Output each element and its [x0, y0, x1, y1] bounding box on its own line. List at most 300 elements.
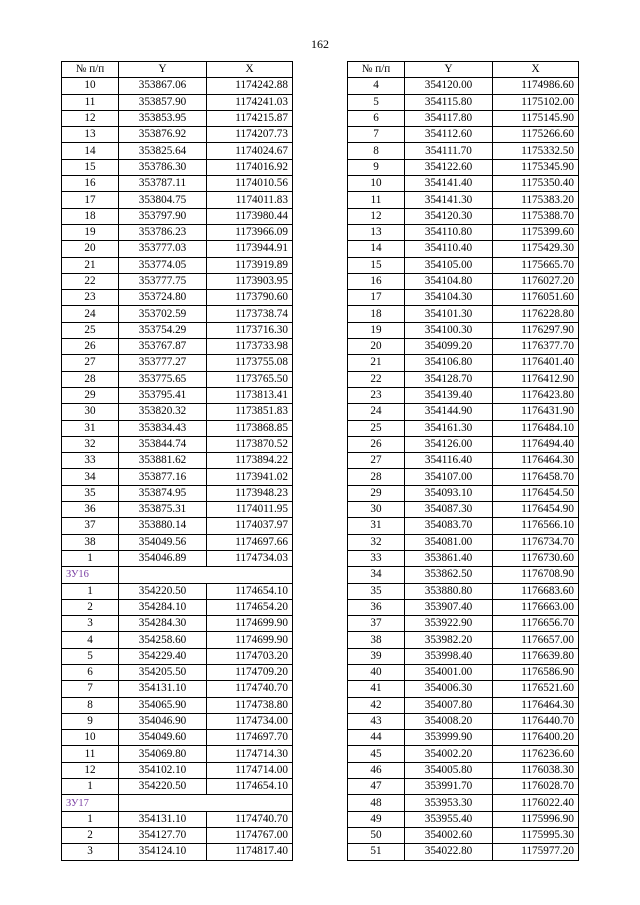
x-coordinate-cell: 1176297.90	[493, 322, 579, 338]
x-coordinate-cell: 1175332.50	[493, 143, 579, 159]
table-body-left	[62, 78, 293, 860]
x-coordinate-cell: 1176586.90	[493, 664, 579, 680]
x-coordinate-cell: 1174767.00	[207, 827, 293, 843]
point-number-cell: 11	[348, 192, 405, 208]
x-coordinate-cell: 1174242.88	[207, 78, 293, 94]
table-row	[62, 811, 293, 827]
point-number-cell: 17	[348, 290, 405, 306]
y-coordinate-cell: 353754.29	[119, 322, 207, 338]
x-coordinate-cell: 1173765.50	[207, 371, 293, 387]
x-coordinate-cell: 1173738.74	[207, 306, 293, 322]
y-coordinate-cell: 354141.40	[405, 176, 493, 192]
point-number-cell: 26	[348, 436, 405, 452]
x-coordinate-cell: 1175429.30	[493, 241, 579, 257]
x-coordinate-cell: 1175102.00	[493, 94, 579, 110]
table-row	[62, 502, 293, 518]
y-coordinate-cell: 353877.16	[119, 469, 207, 485]
point-number-cell: 26	[62, 339, 119, 355]
y-coordinate-cell: 354006.30	[405, 681, 493, 697]
table-row	[348, 371, 579, 387]
x-coordinate-cell: 1175388.70	[493, 208, 579, 224]
point-number-cell: 32	[62, 436, 119, 452]
point-number-cell: 5	[62, 648, 119, 664]
table-row	[62, 518, 293, 534]
x-coordinate-cell: 1176656.70	[493, 616, 579, 632]
section-row	[62, 567, 293, 583]
point-number-cell: 37	[348, 616, 405, 632]
y-coordinate-cell: 354001.00	[405, 664, 493, 680]
y-coordinate-cell: 354220.50	[119, 583, 207, 599]
point-number-cell: 35	[62, 485, 119, 501]
table-row	[348, 94, 579, 110]
point-number-cell: 34	[348, 567, 405, 583]
point-number-cell: 12	[348, 208, 405, 224]
x-coordinate-cell: 1174986.60	[493, 78, 579, 94]
y-coordinate-cell: 353862.50	[405, 567, 493, 583]
point-number-cell: 40	[348, 664, 405, 680]
x-coordinate-cell: 1176038.30	[493, 762, 579, 778]
y-coordinate-cell: 354120.00	[405, 78, 493, 94]
table-row	[348, 616, 579, 632]
table-row	[62, 762, 293, 778]
table-row	[348, 78, 579, 94]
point-number-cell: 36	[348, 599, 405, 615]
y-coordinate-cell: 353825.64	[119, 143, 207, 159]
table-row	[62, 224, 293, 240]
table-row	[348, 827, 579, 843]
x-coordinate-cell: 1174011.95	[207, 502, 293, 518]
y-coordinate-cell: 354049.56	[119, 534, 207, 550]
y-coordinate-cell: 353795.41	[119, 387, 207, 403]
y-coordinate-cell: 354106.80	[405, 355, 493, 371]
table-row	[348, 534, 579, 550]
x-coordinate-cell: 1173870.52	[207, 436, 293, 452]
point-number-cell: 41	[348, 681, 405, 697]
table-row	[348, 730, 579, 746]
table-row	[348, 436, 579, 452]
x-coordinate-cell: 1174654.10	[207, 779, 293, 795]
y-coordinate-cell: 354099.20	[405, 339, 493, 355]
point-number-cell: 15	[348, 257, 405, 273]
table-row	[348, 241, 579, 257]
table-row	[62, 534, 293, 550]
y-coordinate-cell: 353724.80	[119, 290, 207, 306]
point-number-cell: 8	[348, 143, 405, 159]
x-coordinate-cell: 1176454.90	[493, 502, 579, 518]
table-row	[348, 339, 579, 355]
table-row	[62, 746, 293, 762]
point-number-cell: 49	[348, 811, 405, 827]
x-coordinate-cell: 1176458.70	[493, 469, 579, 485]
section-empty-cell	[119, 567, 293, 583]
y-coordinate-cell: 354258.60	[119, 632, 207, 648]
point-number-cell: 42	[348, 697, 405, 713]
point-number-cell: 8	[62, 697, 119, 713]
x-coordinate-cell: 1173903.95	[207, 273, 293, 289]
x-coordinate-cell: 1173851.83	[207, 404, 293, 420]
point-number-cell: 46	[348, 762, 405, 778]
table-header-row	[348, 62, 579, 78]
y-coordinate-cell: 353767.87	[119, 339, 207, 355]
table-row	[348, 110, 579, 126]
x-coordinate-cell: 1176683.60	[493, 583, 579, 599]
x-coordinate-cell: 1174037.97	[207, 518, 293, 534]
table-row	[62, 697, 293, 713]
point-number-cell: 33	[62, 453, 119, 469]
x-coordinate-cell: 1174738.80	[207, 697, 293, 713]
section-row	[62, 795, 293, 811]
x-coordinate-cell: 1176400.20	[493, 730, 579, 746]
table-row	[348, 387, 579, 403]
table-row	[62, 241, 293, 257]
point-number-cell: 14	[62, 143, 119, 159]
y-coordinate-cell: 353786.23	[119, 224, 207, 240]
table-row	[62, 322, 293, 338]
x-coordinate-cell: 1176663.00	[493, 599, 579, 615]
y-coordinate-cell: 354110.40	[405, 241, 493, 257]
point-number-cell: 1	[62, 811, 119, 827]
x-coordinate-cell: 1174734.00	[207, 713, 293, 729]
y-coordinate-cell: 354112.60	[405, 127, 493, 143]
y-coordinate-cell: 354110.80	[405, 224, 493, 240]
point-number-cell: 12	[62, 762, 119, 778]
table-row	[62, 192, 293, 208]
point-number-cell: 27	[62, 355, 119, 371]
x-coordinate-cell: 1173790.60	[207, 290, 293, 306]
table-row	[62, 469, 293, 485]
table-row	[62, 844, 293, 860]
y-coordinate-cell: 354087.30	[405, 502, 493, 518]
point-number-cell: 17	[62, 192, 119, 208]
table-row	[62, 257, 293, 273]
point-number-cell: 36	[62, 502, 119, 518]
table-row	[348, 224, 579, 240]
point-number-cell: 7	[348, 127, 405, 143]
point-number-cell: 16	[62, 176, 119, 192]
point-number-cell: 44	[348, 730, 405, 746]
y-coordinate-cell: 354127.70	[119, 827, 207, 843]
table-row	[348, 420, 579, 436]
x-coordinate-cell: 1174740.70	[207, 681, 293, 697]
table-row	[348, 632, 579, 648]
point-number-cell: 1	[62, 550, 119, 566]
table-row	[348, 779, 579, 795]
point-number-cell: 11	[62, 94, 119, 110]
table-row	[62, 713, 293, 729]
x-coordinate-cell: 1175345.90	[493, 159, 579, 175]
x-coordinate-cell: 1176228.80	[493, 306, 579, 322]
table-row	[348, 518, 579, 534]
table-row	[62, 779, 293, 795]
y-coordinate-cell: 354002.60	[405, 827, 493, 843]
table-row	[348, 681, 579, 697]
x-coordinate-cell: 1173733.98	[207, 339, 293, 355]
point-number-cell: 10	[348, 176, 405, 192]
point-number-cell: 25	[348, 420, 405, 436]
y-coordinate-cell: 353991.70	[405, 779, 493, 795]
y-coordinate-cell: 354093.10	[405, 485, 493, 501]
y-coordinate-cell: 353881.62	[119, 453, 207, 469]
x-coordinate-cell: 1176639.80	[493, 648, 579, 664]
y-coordinate-cell: 353777.75	[119, 273, 207, 289]
x-coordinate-cell: 1173966.09	[207, 224, 293, 240]
y-coordinate-cell: 354205.50	[119, 664, 207, 680]
y-coordinate-cell: 354131.10	[119, 811, 207, 827]
y-coordinate-cell: 353875.31	[119, 502, 207, 518]
x-coordinate-cell: 1173919.89	[207, 257, 293, 273]
point-number-cell: 47	[348, 779, 405, 795]
point-number-cell: 20	[62, 241, 119, 257]
table-row	[62, 94, 293, 110]
table-row	[62, 127, 293, 143]
x-coordinate-cell: 1176566.10	[493, 518, 579, 534]
table-row	[62, 583, 293, 599]
table-row	[348, 795, 579, 811]
y-coordinate-cell: 353982.20	[405, 632, 493, 648]
point-number-cell: 43	[348, 713, 405, 729]
y-coordinate-cell: 354126.00	[405, 436, 493, 452]
x-coordinate-cell: 1176027.20	[493, 273, 579, 289]
point-number-cell: 51	[348, 844, 405, 860]
y-coordinate-cell: 353774.05	[119, 257, 207, 273]
x-coordinate-cell: 1176464.30	[493, 453, 579, 469]
point-number-cell: 1	[62, 583, 119, 599]
x-coordinate-cell: 1176412.90	[493, 371, 579, 387]
point-number-cell: 22	[62, 273, 119, 289]
x-coordinate-cell: 1174016.92	[207, 159, 293, 175]
table-row	[348, 811, 579, 827]
x-coordinate-cell: 1176730.60	[493, 550, 579, 566]
table-row	[62, 485, 293, 501]
x-coordinate-cell: 1176377.70	[493, 339, 579, 355]
y-coordinate-cell: 354131.10	[119, 681, 207, 697]
x-coordinate-cell: 1173948.23	[207, 485, 293, 501]
point-number-cell: 11	[62, 746, 119, 762]
table-header-row	[62, 62, 293, 78]
section-empty-cell	[119, 795, 293, 811]
x-coordinate-cell: 1173755.08	[207, 355, 293, 371]
point-number-cell: 38	[62, 534, 119, 550]
table-row	[348, 599, 579, 615]
y-coordinate-cell: 354046.90	[119, 713, 207, 729]
point-number-cell: 34	[62, 469, 119, 485]
table-row	[62, 176, 293, 192]
table-row	[348, 159, 579, 175]
point-number-cell: 16	[348, 273, 405, 289]
y-coordinate-cell: 354083.70	[405, 518, 493, 534]
y-coordinate-cell: 354105.00	[405, 257, 493, 273]
y-coordinate-cell: 354022.80	[405, 844, 493, 860]
point-number-cell: 18	[348, 306, 405, 322]
table-row	[62, 143, 293, 159]
x-coordinate-cell: 1173941.02	[207, 469, 293, 485]
point-number-cell: 30	[62, 404, 119, 420]
table-row	[62, 290, 293, 306]
y-coordinate-cell: 354120.30	[405, 208, 493, 224]
table-row	[62, 159, 293, 175]
table-row	[348, 713, 579, 729]
table-row	[348, 322, 579, 338]
y-coordinate-cell: 353786.30	[119, 159, 207, 175]
point-number-cell: 23	[348, 387, 405, 403]
table-row	[62, 306, 293, 322]
x-coordinate-cell: 1173813.41	[207, 387, 293, 403]
y-coordinate-cell: 353797.90	[119, 208, 207, 224]
y-coordinate-cell: 354115.80	[405, 94, 493, 110]
y-coordinate-cell: 354049.60	[119, 730, 207, 746]
point-number-cell: 21	[348, 355, 405, 371]
point-number-cell: 35	[348, 583, 405, 599]
point-number-cell: 4	[62, 632, 119, 648]
y-coordinate-cell: 354220.50	[119, 779, 207, 795]
point-number-cell: 48	[348, 795, 405, 811]
x-coordinate-cell: 1174699.90	[207, 632, 293, 648]
x-coordinate-cell: 1176440.70	[493, 713, 579, 729]
x-coordinate-cell: 1174697.70	[207, 730, 293, 746]
table-row	[62, 648, 293, 664]
table-row	[348, 502, 579, 518]
x-coordinate-cell: 1176022.40	[493, 795, 579, 811]
table-row	[348, 404, 579, 420]
y-coordinate-cell: 353853.95	[119, 110, 207, 126]
y-coordinate-cell: 354104.80	[405, 273, 493, 289]
table-row	[348, 355, 579, 371]
x-coordinate-cell: 1173894.22	[207, 453, 293, 469]
y-coordinate-cell: 354161.30	[405, 420, 493, 436]
point-number-cell: 37	[62, 518, 119, 534]
point-number-cell: 3	[62, 616, 119, 632]
table-row	[348, 143, 579, 159]
x-coordinate-cell: 1174740.70	[207, 811, 293, 827]
x-coordinate-cell: 1174654.10	[207, 583, 293, 599]
point-number-cell: 10	[62, 78, 119, 94]
y-coordinate-cell: 353922.90	[405, 616, 493, 632]
table-row	[348, 746, 579, 762]
x-coordinate-cell: 1176464.30	[493, 697, 579, 713]
table-row	[62, 371, 293, 387]
y-coordinate-cell: 354007.80	[405, 697, 493, 713]
point-number-cell: 19	[348, 322, 405, 338]
coordinates-table-right	[347, 61, 579, 861]
table-row	[348, 583, 579, 599]
y-coordinate-cell: 354139.40	[405, 387, 493, 403]
x-coordinate-cell: 1174011.83	[207, 192, 293, 208]
x-coordinate-cell: 1175977.20	[493, 844, 579, 860]
header-x: X	[493, 62, 579, 78]
header-x: X	[207, 62, 293, 78]
y-coordinate-cell: 354141.30	[405, 192, 493, 208]
point-number-cell: 32	[348, 534, 405, 550]
y-coordinate-cell: 354102.10	[119, 762, 207, 778]
y-coordinate-cell: 354002.20	[405, 746, 493, 762]
x-coordinate-cell: 1174207.73	[207, 127, 293, 143]
header-y: Y	[405, 62, 493, 78]
point-number-cell: 6	[62, 664, 119, 680]
y-coordinate-cell: 354284.30	[119, 616, 207, 632]
point-number-cell: 19	[62, 224, 119, 240]
table-row	[348, 273, 579, 289]
x-coordinate-cell: 1175383.20	[493, 192, 579, 208]
y-coordinate-cell: 353867.06	[119, 78, 207, 94]
y-coordinate-cell: 353880.80	[405, 583, 493, 599]
table-row	[348, 290, 579, 306]
y-coordinate-cell: 353775.65	[119, 371, 207, 387]
table-row	[348, 697, 579, 713]
x-coordinate-cell: 1176734.70	[493, 534, 579, 550]
point-number-cell: 39	[348, 648, 405, 664]
x-coordinate-cell: 1173944.91	[207, 241, 293, 257]
section-label: ЗУ17	[62, 795, 119, 811]
y-coordinate-cell: 354069.80	[119, 746, 207, 762]
y-coordinate-cell: 354101.30	[405, 306, 493, 322]
point-number-cell: 33	[348, 550, 405, 566]
point-number-cell: 24	[348, 404, 405, 420]
point-number-cell: 27	[348, 453, 405, 469]
table-row	[348, 453, 579, 469]
table-row	[62, 78, 293, 94]
y-coordinate-cell: 354111.70	[405, 143, 493, 159]
table-row	[62, 273, 293, 289]
point-number-cell: 38	[348, 632, 405, 648]
table-row	[348, 844, 579, 860]
y-coordinate-cell: 353874.95	[119, 485, 207, 501]
x-coordinate-cell: 1176521.60	[493, 681, 579, 697]
y-coordinate-cell: 354107.00	[405, 469, 493, 485]
x-coordinate-cell: 1174024.67	[207, 143, 293, 159]
y-coordinate-cell: 354229.40	[119, 648, 207, 664]
table-row	[348, 550, 579, 566]
point-number-cell: 9	[62, 713, 119, 729]
y-coordinate-cell: 354104.30	[405, 290, 493, 306]
coordinates-table-left	[61, 61, 293, 861]
x-coordinate-cell: 1175995.30	[493, 827, 579, 843]
y-coordinate-cell: 354065.90	[119, 697, 207, 713]
table-row	[348, 648, 579, 664]
table-row	[62, 599, 293, 615]
x-coordinate-cell: 1173868.85	[207, 420, 293, 436]
x-coordinate-cell: 1174703.20	[207, 648, 293, 664]
table-row	[62, 110, 293, 126]
point-number-cell: 28	[62, 371, 119, 387]
x-coordinate-cell: 1176028.70	[493, 779, 579, 795]
table-row	[62, 550, 293, 566]
table-row	[62, 616, 293, 632]
table-row	[348, 127, 579, 143]
table-row	[62, 208, 293, 224]
y-coordinate-cell: 354116.40	[405, 453, 493, 469]
y-coordinate-cell: 353820.32	[119, 404, 207, 420]
header-num: № п/п	[62, 62, 119, 78]
y-coordinate-cell: 354122.60	[405, 159, 493, 175]
header-y: Y	[119, 62, 207, 78]
y-coordinate-cell: 353953.30	[405, 795, 493, 811]
y-coordinate-cell: 353907.40	[405, 599, 493, 615]
point-number-cell: 13	[348, 224, 405, 240]
y-coordinate-cell: 353804.75	[119, 192, 207, 208]
x-coordinate-cell: 1174709.20	[207, 664, 293, 680]
x-coordinate-cell: 1176657.00	[493, 632, 579, 648]
point-number-cell: 5	[348, 94, 405, 110]
table-row	[62, 730, 293, 746]
point-number-cell: 24	[62, 306, 119, 322]
y-coordinate-cell: 354005.80	[405, 762, 493, 778]
y-coordinate-cell: 353857.90	[119, 94, 207, 110]
y-coordinate-cell: 354117.80	[405, 110, 493, 126]
point-number-cell: 20	[348, 339, 405, 355]
x-coordinate-cell: 1174714.00	[207, 762, 293, 778]
point-number-cell: 10	[62, 730, 119, 746]
y-coordinate-cell: 353787.11	[119, 176, 207, 192]
